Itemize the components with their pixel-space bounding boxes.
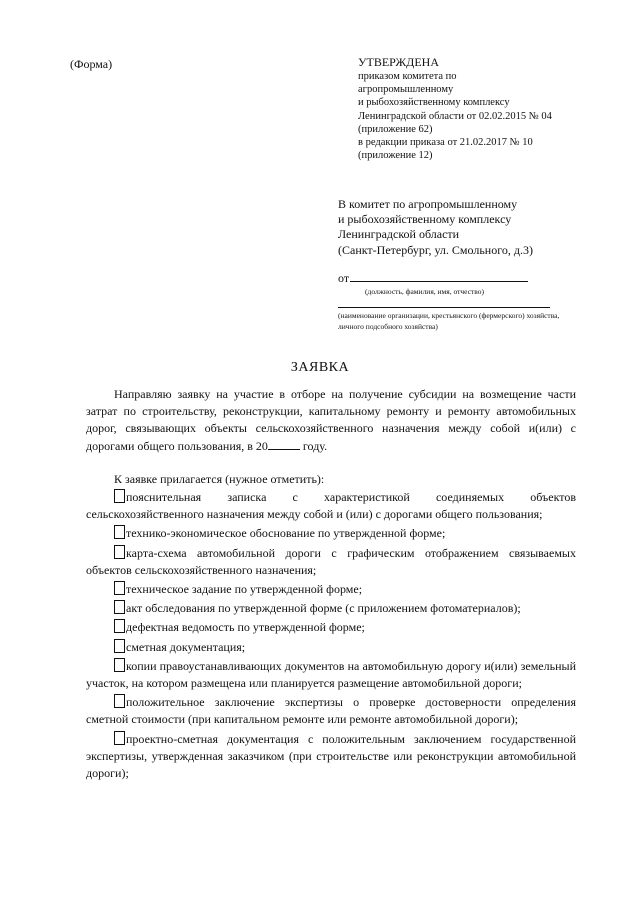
addressee-line: (Санкт-Петербург, ул. Смольного, д.3) <box>338 242 533 257</box>
attachment-item <box>86 525 576 542</box>
approval-block <box>358 55 598 162</box>
checkbox[interactable] <box>114 600 125 614</box>
approval-line: (приложение 62) <box>358 123 433 135</box>
attachment-label: техническое задание по утвержденной форме; <box>126 582 363 597</box>
attachment-item <box>86 731 576 783</box>
attachment-item <box>86 545 576 579</box>
checkbox[interactable] <box>114 619 125 633</box>
attachment-item <box>86 658 576 692</box>
intro-paragraph <box>86 386 576 455</box>
attachment-label: пояснительная записка с характеристикой соединяемых объектов сельскохозяйственного назначения между собой и (или) с дорогами общего пользования; <box>86 490 576 522</box>
org-caption: (наименование организации, крестьянского (фермерского) хозяйства, личного подсобного хозяйства) <box>338 311 560 331</box>
attachment-item <box>86 694 576 728</box>
document-title: ЗАЯВКА <box>290 360 350 375</box>
attachment-label: сметная документация; <box>126 639 246 654</box>
attachments-intro: К заявке прилагается (нужное отметить): <box>114 471 325 486</box>
approval-line: в редакции приказа от 21.02.2017 № 10 <box>358 137 533 149</box>
approval-line: приказом комитета по <box>358 71 457 82</box>
attachment-label: карта-схема автомобильной дороги с графическим отображением связываемых объектов сельскохозяйственного назначения; <box>86 545 576 577</box>
from-field <box>338 270 588 286</box>
attachment-item <box>86 581 576 598</box>
approval-line: агропромышленному <box>358 84 454 96</box>
attachment-label: акт обследования по утвержденной форме (с приложением фотоматериалов); <box>126 601 521 616</box>
checkbox[interactable] <box>114 545 125 559</box>
org-blank-line <box>338 307 550 308</box>
checkbox[interactable] <box>114 581 125 595</box>
attachment-label: копии правоустанавливающих документов на автомобильную дорогу и(или) земельный участок, на котором размещена или планируется размещение автомобильной дороги; <box>86 658 576 691</box>
attachment-label: технико-экономическое обоснование по утвержденной форме; <box>126 526 446 541</box>
addressee-block <box>338 197 598 258</box>
checkbox[interactable] <box>114 658 125 672</box>
checkbox[interactable] <box>114 525 125 539</box>
approval-line: (приложение 12) <box>358 150 433 162</box>
approval-header: УТВЕРЖДЕНА <box>358 55 440 69</box>
from-label: от <box>338 271 350 285</box>
attachment-item <box>86 489 576 523</box>
from-caption: (должность, фамилия, имя, отчество) <box>365 287 485 296</box>
from-blank-line <box>350 270 528 282</box>
document-body <box>86 386 576 784</box>
attachment-label: дефектная ведомость по утвержденной форме; <box>126 620 365 635</box>
addressee-line: и рыбохозяйственному комплексу <box>338 212 512 227</box>
attachment-label: проектно-сметная документация с положительным заключением государственной экспертизы, утвержденная заказчиком (при строительстве или реконструкции автомобильной дороги); <box>86 731 576 781</box>
attachment-item <box>86 619 576 636</box>
attachment-item <box>86 600 576 617</box>
checkbox[interactable] <box>114 639 125 653</box>
year-blank <box>268 438 300 450</box>
form-label: (Форма) <box>70 57 113 71</box>
checkbox[interactable] <box>114 694 125 708</box>
checkbox[interactable] <box>114 489 125 503</box>
approval-line: и рыбохозяйственному комплексу <box>358 97 510 109</box>
attachment-item <box>86 639 576 656</box>
addressee-line: Ленинградской области <box>338 227 460 242</box>
addressee-line: В комитет по агропромышленному <box>338 197 518 211</box>
checkbox[interactable] <box>114 731 125 745</box>
attachment-label: положительное заключение экспертизы о проверке достоверности определения сметной стоимости (при капитальном ремонте или ремонте автомобильной дороги); <box>86 695 576 727</box>
intro-text: Направляю заявку на участие в отборе на получение субсидии на возмещение части затрат по строительству, реконструкции, капитальному ремонту и ремонту автомобильных дорог, связывающих объекты сельскохозяйственного назначения между собой и(или) с дорогами общего пользования, в 20 <box>86 387 576 453</box>
approval-line: Ленинградской области от 02.02.2015 № 04 <box>358 110 552 122</box>
intro-text-end: году. <box>299 438 328 453</box>
